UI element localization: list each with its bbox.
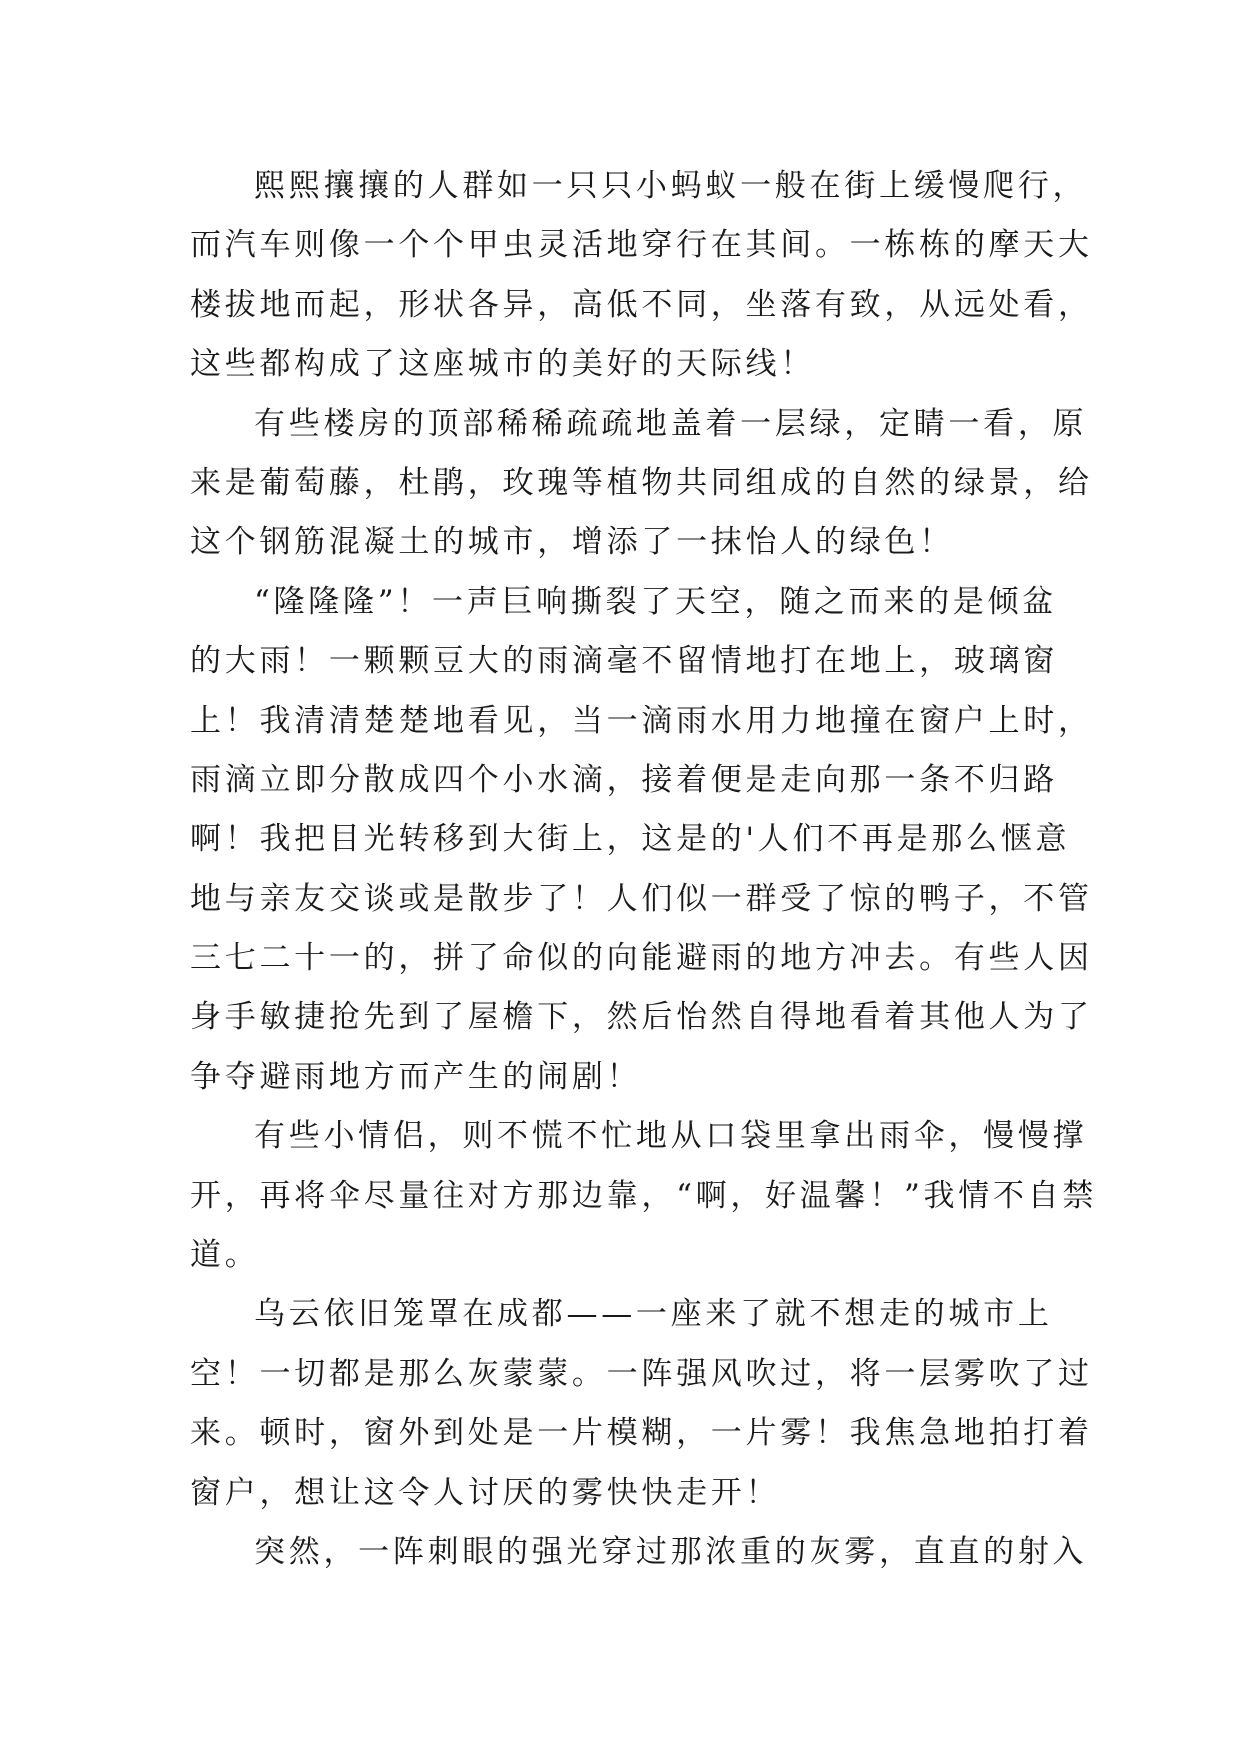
text-line: 有些小情侣，则不慌不忙地从口袋里拿出雨伞，慢慢撑 bbox=[254, 1118, 1088, 1155]
paragraph-5 bbox=[190, 1285, 1093, 1523]
text-line: 雨滴立即分散成四个小水滴，接着便是走向那一条不归路 bbox=[190, 761, 1058, 798]
paragraph-3 bbox=[190, 573, 1093, 1108]
paragraph-2 bbox=[190, 395, 1093, 573]
text-line: 突然，一阵刺眼的强光穿过那浓重的灰雾，直直的射入 bbox=[254, 1533, 1088, 1570]
text-line: 窗户，想让这令人讨厌的雾快快走开！ bbox=[190, 1474, 781, 1511]
text-line: 有些楼房的顶部稀稀疏疏地盖着一层绿，定睛一看，原 bbox=[254, 405, 1088, 442]
text-line: 而汽车则像一个个甲虫灵活地穿行在其间。一栋栋的摩天大 bbox=[190, 227, 1093, 264]
text-line: 空！一切都是那么灰蒙蒙。一阵强风吹过，将一层雾吹了过 bbox=[190, 1355, 1093, 1392]
text-line: 这个钢筋混凝土的城市，增添了一抹怡人的绿色！ bbox=[190, 524, 954, 561]
text-line: 争夺避雨地方而产生的闹剧！ bbox=[190, 1058, 642, 1095]
text-line: 这些都构成了这座城市的美好的天际线！ bbox=[190, 346, 815, 383]
text-line: 上！我清清楚楚地看见，当一滴雨水用力地撞在窗户上时， bbox=[190, 702, 1093, 739]
text-line: 的大雨！一颗颗豆大的雨滴毫不留情地打在地上，玻璃窗 bbox=[190, 643, 1058, 680]
text-line: “隆隆隆”！一声巨响撕裂了天空，随之而来的是倾盆 bbox=[254, 583, 1057, 620]
paragraph-4 bbox=[190, 1107, 1098, 1285]
text-line: 来。顿时，窗外到处是一片模糊，一片雾！我焦急地拍打着 bbox=[190, 1415, 1093, 1452]
text-line: 三七二十一的，拼了命似的向能避雨的地方冲去。有些人因 bbox=[190, 940, 1093, 977]
text-line: 地与亲友交谈或是散步了！人们似一群受了惊的鸭子，不管 bbox=[190, 880, 1093, 917]
text-line: 熙熙攘攘的人群如一只只小蚂蚁一般在街上缓慢爬行， bbox=[254, 168, 1088, 204]
text-line: 来是葡萄藤，杜鹃，玫瑰等植物共同组成的自然的绿景，给 bbox=[190, 464, 1093, 501]
document-body bbox=[190, 157, 1098, 1582]
paragraph-6 bbox=[190, 1523, 1088, 1582]
text-line: 啊！我把目光转移到大街上，这是的'人们不再是那么惬意 bbox=[190, 821, 1071, 858]
text-line: 开，再将伞尽量往对方那边靠，“啊，好温馨！”我情不自禁 bbox=[190, 1177, 1098, 1214]
text-line: 楼拔地而起，形状各异，高低不同，坐落有致，从远处看， bbox=[190, 286, 1093, 323]
text-line: 道。 bbox=[190, 1237, 260, 1274]
text-line: 身手敏捷抢先到了屋檐下，然后怡然自得地看着其他人为了 bbox=[190, 999, 1093, 1036]
paragraph-1 bbox=[190, 157, 1093, 395]
text-line: 乌云依旧笼罩在成都——一座来了就不想走的城市上 bbox=[254, 1296, 1053, 1333]
